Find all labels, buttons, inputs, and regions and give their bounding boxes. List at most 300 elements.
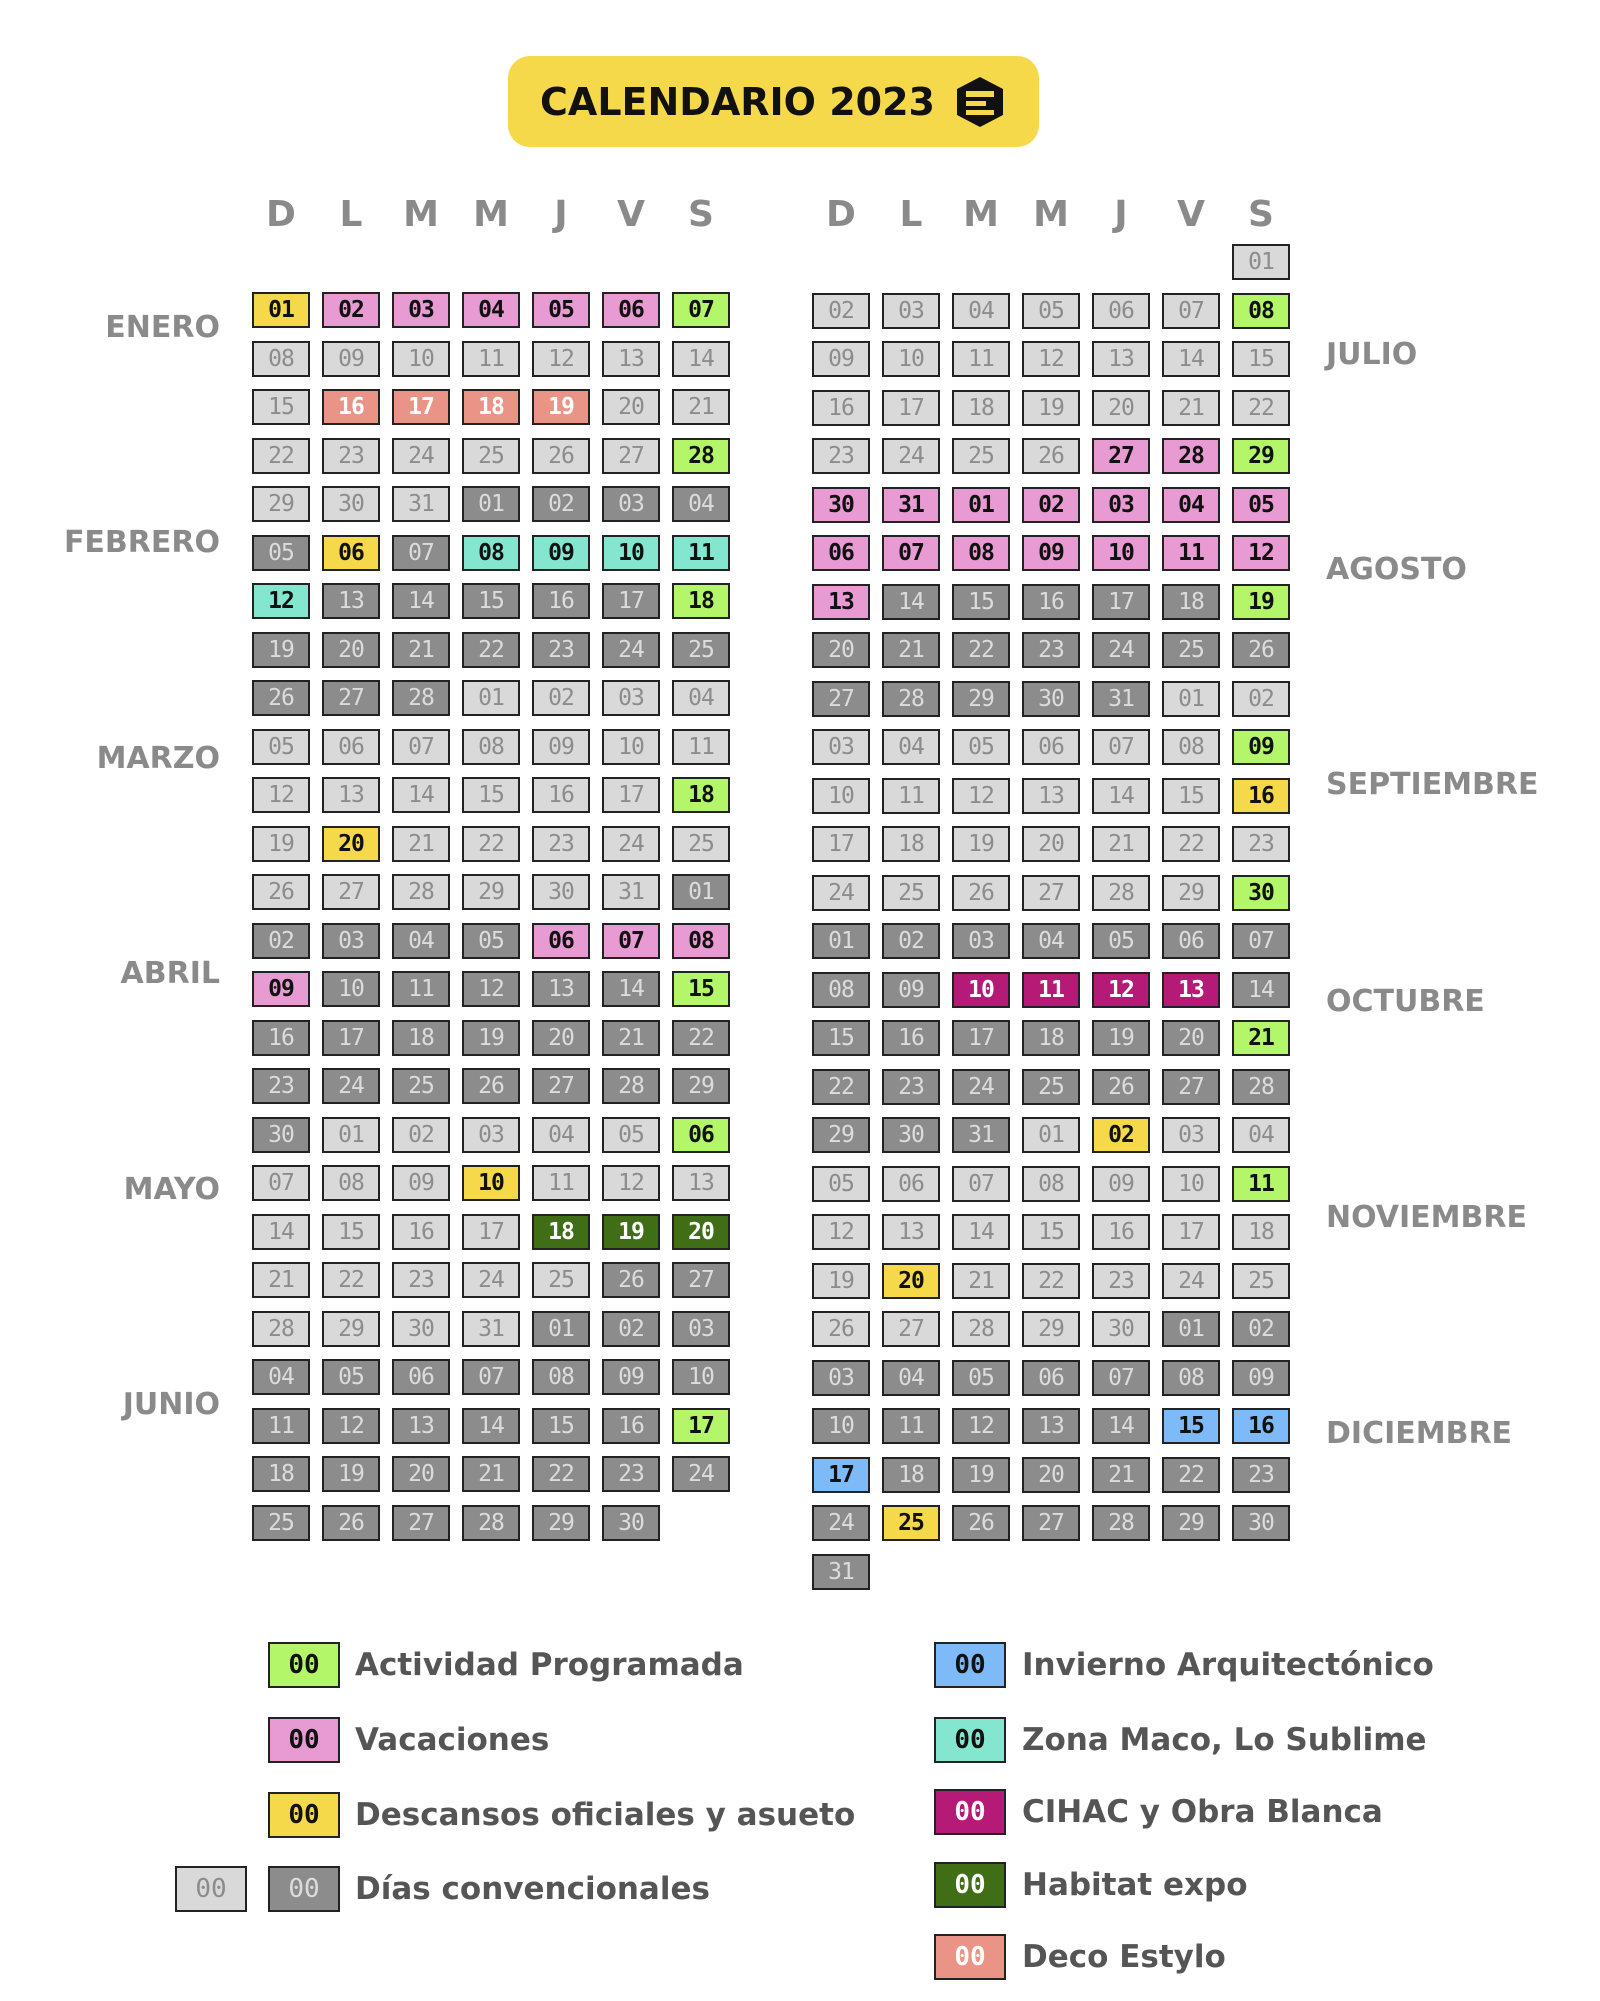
day-cell: 27 xyxy=(602,438,660,474)
day-cell: 29 xyxy=(532,1505,590,1541)
day-cell: 13 xyxy=(1092,341,1150,377)
day-cell: 13 xyxy=(1162,972,1220,1008)
day-cell: 23 xyxy=(882,1069,940,1105)
day-cell: 06 xyxy=(1092,293,1150,329)
day-cell: 13 xyxy=(882,1214,940,1250)
day-cell: 08 xyxy=(1232,293,1290,329)
day-cell: 27 xyxy=(882,1311,940,1347)
day-cell: 17 xyxy=(882,390,940,426)
day-cell: 31 xyxy=(1092,681,1150,717)
legend-label: Zona Maco, Lo Sublime xyxy=(1022,1722,1427,1758)
legend-swatch: 00 xyxy=(934,1717,1006,1763)
month-label: NOVIEMBRE xyxy=(1326,1200,1527,1235)
day-cell: 07 xyxy=(602,923,660,959)
day-cell: 10 xyxy=(882,341,940,377)
day-cell: 21 xyxy=(252,1262,310,1298)
day-cell: 10 xyxy=(1092,535,1150,571)
day-cell: 24 xyxy=(812,875,870,911)
day-cell: 02 xyxy=(1022,487,1080,523)
day-cell: 12 xyxy=(1092,972,1150,1008)
day-cell: 15 xyxy=(812,1020,870,1056)
day-cell: 02 xyxy=(322,292,380,328)
day-cell: 27 xyxy=(392,1505,450,1541)
day-cell: 27 xyxy=(812,681,870,717)
day-cell: 12 xyxy=(952,778,1010,814)
day-cell: 23 xyxy=(1092,1263,1150,1299)
day-cell: 03 xyxy=(672,1311,730,1347)
day-cell: 28 xyxy=(1092,1505,1150,1541)
day-cell: 23 xyxy=(1022,632,1080,668)
day-cell: 18 xyxy=(952,390,1010,426)
day-cell: 16 xyxy=(1022,584,1080,620)
day-cell: 14 xyxy=(392,583,450,619)
day-cell: 25 xyxy=(1232,1263,1290,1299)
day-cell: 05 xyxy=(462,923,520,959)
day-cell: 04 xyxy=(392,923,450,959)
day-cell: 27 xyxy=(322,874,380,910)
day-cell: 03 xyxy=(1092,487,1150,523)
day-cell: 03 xyxy=(602,680,660,716)
day-cell: 30 xyxy=(252,1117,310,1153)
day-cell: 08 xyxy=(462,535,520,571)
day-cell: 11 xyxy=(952,341,1010,377)
day-cell: 17 xyxy=(602,777,660,813)
day-cell: 20 xyxy=(532,1020,590,1056)
day-cell: 11 xyxy=(532,1165,590,1201)
day-cell: 05 xyxy=(602,1117,660,1153)
day-cell: 09 xyxy=(1232,1360,1290,1396)
day-cell: 10 xyxy=(462,1165,520,1201)
day-cell: 02 xyxy=(1232,681,1290,717)
day-cell: 04 xyxy=(952,293,1010,329)
day-cell: 02 xyxy=(1092,1117,1150,1153)
day-cell: 05 xyxy=(532,292,590,328)
day-cell: 19 xyxy=(462,1020,520,1056)
weekday-header-right: J xyxy=(1114,194,1128,235)
day-cell: 10 xyxy=(602,729,660,765)
legend-label: CIHAC y Obra Blanca xyxy=(1022,1794,1383,1830)
day-cell: 10 xyxy=(602,535,660,571)
day-cell: 24 xyxy=(602,632,660,668)
day-cell: 03 xyxy=(882,293,940,329)
day-cell: 13 xyxy=(1022,1408,1080,1444)
month-label: ABRIL xyxy=(120,956,220,991)
day-cell: 15 xyxy=(322,1214,380,1250)
month-label: AGOSTO xyxy=(1326,552,1467,587)
day-cell: 18 xyxy=(882,1457,940,1493)
day-cell: 26 xyxy=(1232,632,1290,668)
day-cell: 11 xyxy=(672,535,730,571)
day-cell: 29 xyxy=(1162,1505,1220,1541)
day-cell: 23 xyxy=(252,1068,310,1104)
day-cell: 21 xyxy=(882,632,940,668)
day-cell: 04 xyxy=(532,1117,590,1153)
day-cell: 06 xyxy=(322,535,380,571)
day-cell: 05 xyxy=(952,1360,1010,1396)
day-cell: 24 xyxy=(812,1505,870,1541)
day-cell: 22 xyxy=(812,1069,870,1105)
day-cell: 11 xyxy=(1232,1166,1290,1202)
day-cell: 03 xyxy=(1162,1117,1220,1153)
day-cell: 28 xyxy=(1232,1069,1290,1105)
day-cell: 24 xyxy=(882,438,940,474)
legend-label: Vacaciones xyxy=(355,1722,550,1758)
weekday-header-right: V xyxy=(1177,194,1205,235)
day-cell: 13 xyxy=(392,1408,450,1444)
day-cell: 03 xyxy=(602,486,660,522)
day-cell: 25 xyxy=(1022,1069,1080,1105)
page-title: CALENDARIO 2023 xyxy=(540,79,935,124)
day-cell: 09 xyxy=(392,1165,450,1201)
day-cell: 01 xyxy=(672,874,730,910)
legend-swatch: 00 xyxy=(268,1866,340,1912)
day-cell: 22 xyxy=(1232,390,1290,426)
day-cell: 19 xyxy=(1232,584,1290,620)
day-cell: 08 xyxy=(532,1359,590,1395)
day-cell: 14 xyxy=(1092,778,1150,814)
day-cell: 23 xyxy=(532,826,590,862)
day-cell: 17 xyxy=(952,1020,1010,1056)
day-cell: 19 xyxy=(252,632,310,668)
day-cell: 02 xyxy=(882,923,940,959)
day-cell: 03 xyxy=(322,923,380,959)
day-cell: 25 xyxy=(462,438,520,474)
day-cell: 09 xyxy=(812,341,870,377)
day-cell: 16 xyxy=(1092,1214,1150,1250)
day-cell: 26 xyxy=(1092,1069,1150,1105)
day-cell: 27 xyxy=(532,1068,590,1104)
legend-swatch: 00 xyxy=(934,1934,1006,1980)
day-cell: 14 xyxy=(252,1214,310,1250)
day-cell: 20 xyxy=(602,389,660,425)
day-cell: 08 xyxy=(462,729,520,765)
day-cell: 06 xyxy=(1022,729,1080,765)
day-cell: 30 xyxy=(1092,1311,1150,1347)
day-cell: 13 xyxy=(322,583,380,619)
day-cell: 12 xyxy=(532,341,590,377)
day-cell: 31 xyxy=(462,1311,520,1347)
day-cell: 14 xyxy=(952,1214,1010,1250)
day-cell: 13 xyxy=(1022,778,1080,814)
day-cell: 29 xyxy=(1232,438,1290,474)
day-cell: 31 xyxy=(952,1117,1010,1153)
day-cell: 21 xyxy=(952,1263,1010,1299)
day-cell: 28 xyxy=(1092,875,1150,911)
day-cell: 18 xyxy=(882,826,940,862)
weekday-header-left: M xyxy=(403,194,439,235)
day-cell: 21 xyxy=(602,1020,660,1056)
day-cell: 18 xyxy=(1022,1020,1080,1056)
day-cell: 21 xyxy=(1092,826,1150,862)
day-cell: 06 xyxy=(1162,923,1220,959)
day-cell: 31 xyxy=(392,486,450,522)
day-cell: 12 xyxy=(812,1214,870,1250)
day-cell: 07 xyxy=(252,1165,310,1201)
day-cell: 09 xyxy=(532,729,590,765)
weekday-header-left: D xyxy=(266,194,296,235)
day-cell: 30 xyxy=(392,1311,450,1347)
day-cell: 28 xyxy=(882,681,940,717)
day-cell: 02 xyxy=(812,293,870,329)
day-cell: 31 xyxy=(812,1554,870,1590)
day-cell: 19 xyxy=(1092,1020,1150,1056)
day-cell: 15 xyxy=(462,777,520,813)
month-label: JUNIO xyxy=(122,1387,220,1422)
day-cell: 29 xyxy=(1022,1311,1080,1347)
day-cell: 28 xyxy=(672,438,730,474)
day-cell: 06 xyxy=(1022,1360,1080,1396)
month-label: ENERO xyxy=(105,310,220,345)
day-cell: 16 xyxy=(602,1408,660,1444)
day-cell: 18 xyxy=(672,777,730,813)
day-cell: 22 xyxy=(252,438,310,474)
day-cell: 26 xyxy=(812,1311,870,1347)
day-cell: 21 xyxy=(462,1456,520,1492)
day-cell: 24 xyxy=(322,1068,380,1104)
day-cell: 18 xyxy=(532,1214,590,1250)
day-cell: 18 xyxy=(1232,1214,1290,1250)
day-cell: 06 xyxy=(322,729,380,765)
day-cell: 14 xyxy=(462,1408,520,1444)
day-cell: 24 xyxy=(672,1456,730,1492)
day-cell: 01 xyxy=(532,1311,590,1347)
month-label: MARZO xyxy=(96,741,220,776)
day-cell: 02 xyxy=(602,1311,660,1347)
day-cell: 24 xyxy=(1162,1263,1220,1299)
day-cell: 08 xyxy=(672,923,730,959)
day-cell: 30 xyxy=(882,1117,940,1153)
day-cell: 06 xyxy=(602,292,660,328)
day-cell: 27 xyxy=(1092,438,1150,474)
day-cell: 30 xyxy=(602,1505,660,1541)
day-cell: 25 xyxy=(672,826,730,862)
day-cell: 22 xyxy=(1162,826,1220,862)
day-cell: 27 xyxy=(322,680,380,716)
legend-label: Días convencionales xyxy=(355,1871,710,1907)
day-cell: 23 xyxy=(532,632,590,668)
day-cell: 02 xyxy=(252,923,310,959)
day-cell: 15 xyxy=(1232,341,1290,377)
day-cell: 14 xyxy=(882,584,940,620)
day-cell: 21 xyxy=(392,632,450,668)
day-cell: 29 xyxy=(322,1311,380,1347)
day-cell: 07 xyxy=(392,729,450,765)
day-cell: 08 xyxy=(812,972,870,1008)
day-cell: 26 xyxy=(602,1262,660,1298)
day-cell: 19 xyxy=(952,826,1010,862)
day-cell: 07 xyxy=(462,1359,520,1395)
legend-label: Actividad Programada xyxy=(355,1647,744,1683)
day-cell: 19 xyxy=(322,1456,380,1492)
day-cell: 27 xyxy=(672,1262,730,1298)
day-cell: 28 xyxy=(952,1311,1010,1347)
day-cell: 04 xyxy=(1022,923,1080,959)
day-cell: 10 xyxy=(812,1408,870,1444)
day-cell: 30 xyxy=(1232,875,1290,911)
day-cell: 19 xyxy=(952,1457,1010,1493)
legend-swatch: 00 xyxy=(268,1642,340,1688)
weekday-header-right: M xyxy=(1033,194,1069,235)
day-cell: 15 xyxy=(1022,1214,1080,1250)
day-cell: 28 xyxy=(252,1311,310,1347)
day-cell: 11 xyxy=(462,341,520,377)
day-cell: 22 xyxy=(462,826,520,862)
day-cell: 14 xyxy=(392,777,450,813)
day-cell: 05 xyxy=(952,729,1010,765)
day-cell: 14 xyxy=(672,341,730,377)
legend-swatch: 00 xyxy=(934,1862,1006,1908)
day-cell: 20 xyxy=(812,632,870,668)
day-cell: 22 xyxy=(672,1020,730,1056)
day-cell: 24 xyxy=(462,1262,520,1298)
day-cell: 14 xyxy=(602,971,660,1007)
day-cell: 01 xyxy=(1022,1117,1080,1153)
month-label: JULIO xyxy=(1326,337,1418,372)
day-cell: 24 xyxy=(392,438,450,474)
day-cell: 01 xyxy=(812,923,870,959)
day-cell: 09 xyxy=(1232,729,1290,765)
day-cell: 25 xyxy=(252,1505,310,1541)
legend-swatch: 00 xyxy=(268,1792,340,1838)
day-cell: 02 xyxy=(1232,1311,1290,1347)
day-cell: 27 xyxy=(1022,1505,1080,1541)
legend-swatch: 00 xyxy=(934,1789,1006,1835)
day-cell: 19 xyxy=(532,389,590,425)
day-cell: 26 xyxy=(532,438,590,474)
day-cell: 12 xyxy=(602,1165,660,1201)
day-cell: 04 xyxy=(882,1360,940,1396)
day-cell: 21 xyxy=(1162,390,1220,426)
day-cell: 28 xyxy=(392,680,450,716)
day-cell: 16 xyxy=(1232,778,1290,814)
day-cell: 07 xyxy=(1162,293,1220,329)
day-cell: 20 xyxy=(1092,390,1150,426)
day-cell: 11 xyxy=(882,778,940,814)
day-cell: 14 xyxy=(1232,972,1290,1008)
day-cell: 20 xyxy=(882,1263,940,1299)
day-cell: 12 xyxy=(252,583,310,619)
day-cell: 18 xyxy=(252,1456,310,1492)
day-cell: 18 xyxy=(1162,584,1220,620)
day-cell: 17 xyxy=(602,583,660,619)
day-cell: 24 xyxy=(952,1069,1010,1105)
day-cell: 13 xyxy=(602,341,660,377)
day-cell: 26 xyxy=(252,680,310,716)
weekday-header-right: L xyxy=(899,194,923,235)
title-banner xyxy=(508,56,1039,147)
day-cell: 25 xyxy=(392,1068,450,1104)
day-cell: 08 xyxy=(1162,729,1220,765)
day-cell: 01 xyxy=(1162,681,1220,717)
day-cell: 04 xyxy=(462,292,520,328)
weekday-header-right: S xyxy=(1248,194,1274,235)
day-cell: 16 xyxy=(882,1020,940,1056)
legend-swatch: 00 xyxy=(175,1866,247,1912)
day-cell: 05 xyxy=(252,535,310,571)
day-cell: 30 xyxy=(532,874,590,910)
day-cell: 22 xyxy=(952,632,1010,668)
day-cell: 16 xyxy=(392,1214,450,1250)
day-cell: 04 xyxy=(882,729,940,765)
day-cell: 01 xyxy=(252,292,310,328)
day-cell: 02 xyxy=(392,1117,450,1153)
day-cell: 03 xyxy=(462,1117,520,1153)
day-cell: 23 xyxy=(812,438,870,474)
legend-swatch: 00 xyxy=(268,1717,340,1763)
month-label: SEPTIEMBRE xyxy=(1326,767,1539,802)
day-cell: 15 xyxy=(1162,778,1220,814)
day-cell: 04 xyxy=(672,486,730,522)
day-cell: 06 xyxy=(882,1166,940,1202)
day-cell: 17 xyxy=(322,1020,380,1056)
day-cell: 16 xyxy=(812,390,870,426)
day-cell: 16 xyxy=(532,583,590,619)
day-cell: 10 xyxy=(1162,1166,1220,1202)
day-cell: 07 xyxy=(1092,729,1150,765)
day-cell: 30 xyxy=(1232,1505,1290,1541)
day-cell: 29 xyxy=(462,874,520,910)
day-cell: 01 xyxy=(952,487,1010,523)
day-cell: 04 xyxy=(1232,1117,1290,1153)
day-cell: 19 xyxy=(1022,390,1080,426)
day-cell: 25 xyxy=(672,632,730,668)
day-cell: 16 xyxy=(252,1020,310,1056)
day-cell: 26 xyxy=(322,1505,380,1541)
day-cell: 17 xyxy=(672,1408,730,1444)
day-cell: 12 xyxy=(1232,535,1290,571)
day-cell: 25 xyxy=(952,438,1010,474)
day-cell: 19 xyxy=(252,826,310,862)
legend-label: Invierno Arquitectónico xyxy=(1022,1647,1434,1683)
day-cell: 10 xyxy=(672,1359,730,1395)
day-cell: 21 xyxy=(1092,1457,1150,1493)
day-cell: 23 xyxy=(392,1262,450,1298)
day-cell: 26 xyxy=(252,874,310,910)
weekday-header-right: M xyxy=(963,194,999,235)
day-cell: 18 xyxy=(672,583,730,619)
day-cell: 06 xyxy=(672,1117,730,1153)
day-cell: 04 xyxy=(672,680,730,716)
day-cell: 23 xyxy=(1232,1457,1290,1493)
day-cell: 21 xyxy=(672,389,730,425)
day-cell: 22 xyxy=(462,632,520,668)
day-cell: 26 xyxy=(462,1068,520,1104)
day-cell: 29 xyxy=(672,1068,730,1104)
day-cell: 03 xyxy=(812,1360,870,1396)
day-cell: 07 xyxy=(952,1166,1010,1202)
day-cell: 01 xyxy=(322,1117,380,1153)
day-cell: 20 xyxy=(322,826,380,862)
day-cell: 01 xyxy=(1162,1311,1220,1347)
day-cell: 20 xyxy=(1022,826,1080,862)
day-cell: 11 xyxy=(882,1408,940,1444)
day-cell: 22 xyxy=(1022,1263,1080,1299)
day-cell: 28 xyxy=(392,874,450,910)
day-cell: 06 xyxy=(812,535,870,571)
day-cell: 17 xyxy=(812,826,870,862)
day-cell: 31 xyxy=(602,874,660,910)
day-cell: 12 xyxy=(1022,341,1080,377)
day-cell: 25 xyxy=(882,1505,940,1541)
day-cell: 17 xyxy=(462,1214,520,1250)
weekday-header-left: J xyxy=(554,194,568,235)
legend-label: Deco Estylo xyxy=(1022,1939,1226,1975)
day-cell: 17 xyxy=(1092,584,1150,620)
weekday-header-left: M xyxy=(473,194,509,235)
month-label: MAYO xyxy=(123,1172,220,1207)
day-cell: 28 xyxy=(602,1068,660,1104)
legend-label: Habitat expo xyxy=(1022,1867,1248,1903)
